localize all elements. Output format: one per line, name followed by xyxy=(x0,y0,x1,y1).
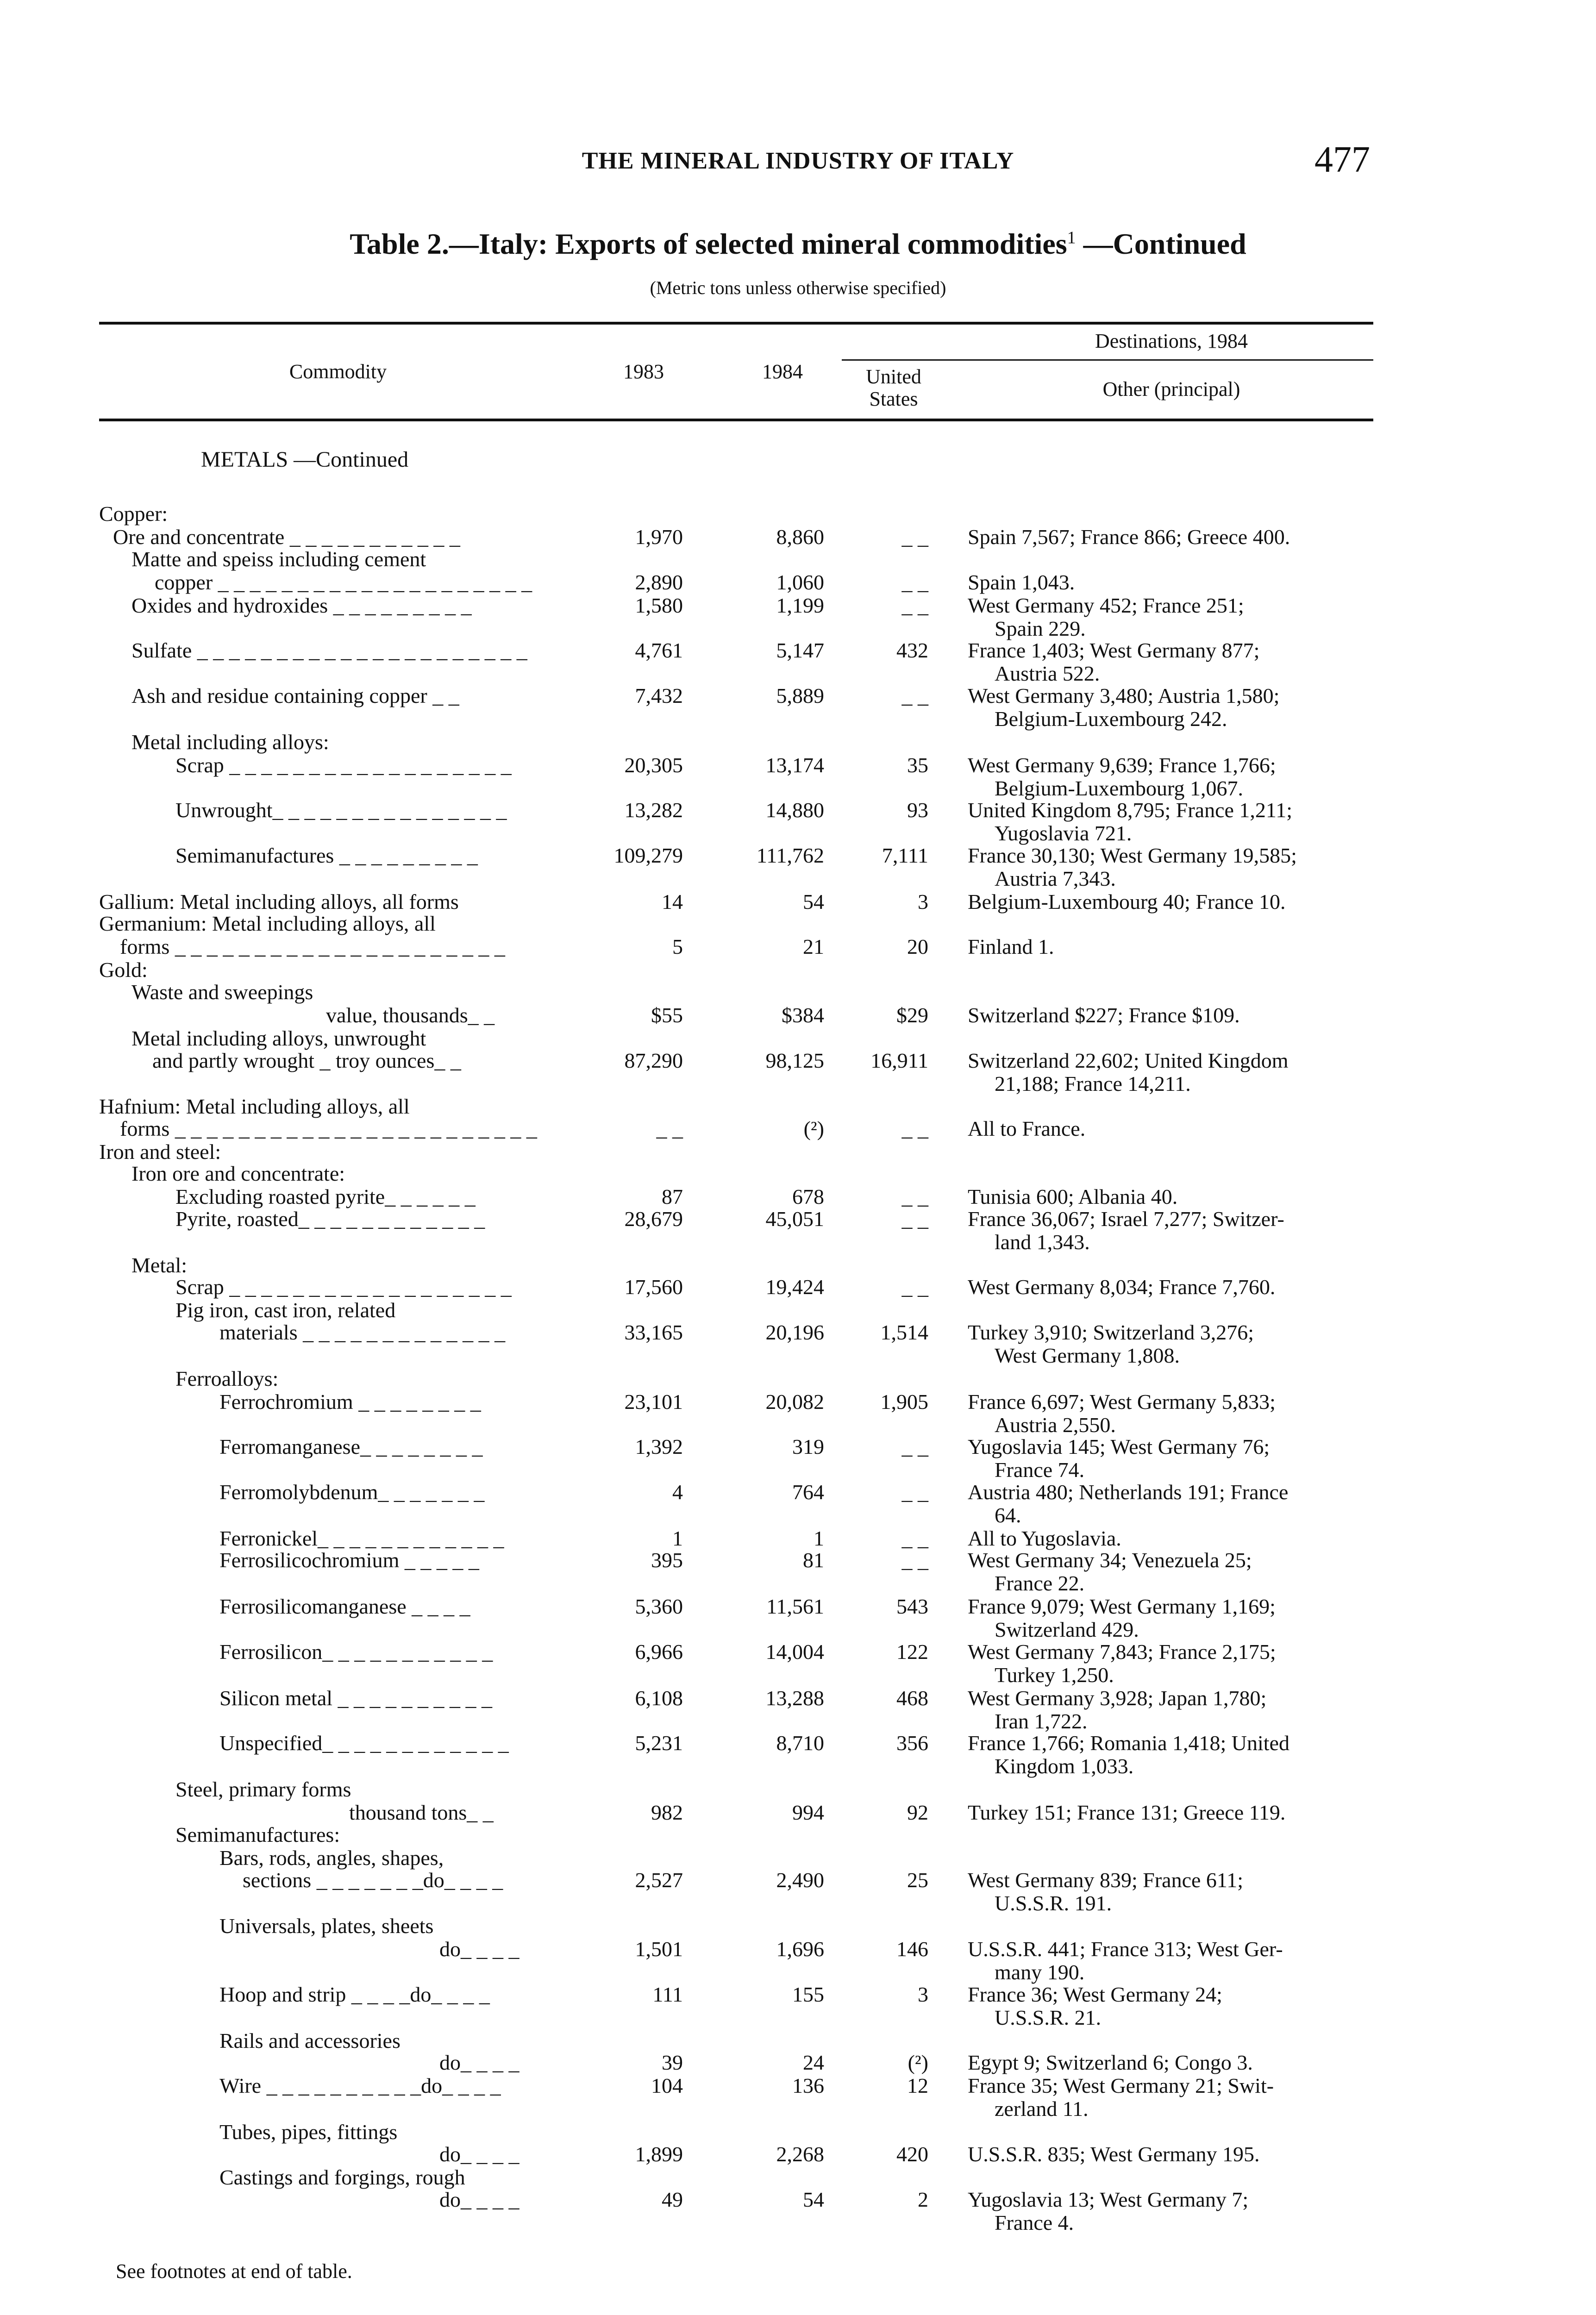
value-united-states: (²) xyxy=(908,2051,928,2074)
other-destinations-line: land 1,343. xyxy=(995,1230,1090,1254)
other-destinations-line: Austria 522. xyxy=(995,662,1100,685)
commodity-cell: Unwrought_ _ _ _ _ _ _ _ _ _ _ _ _ _ _ xyxy=(175,798,507,822)
other-destinations-line: Switzerland 22,602; United Kingdom xyxy=(968,1049,1289,1072)
header-us-line1: United xyxy=(866,365,921,388)
value-1984: 994 xyxy=(792,1801,824,1824)
other-destinations xyxy=(968,2143,1375,2166)
value-1984: 21 xyxy=(803,935,824,958)
value-1984: 5,889 xyxy=(776,684,824,707)
value-1984: 98,125 xyxy=(765,1049,824,1072)
value-1984: 19,424 xyxy=(765,1275,824,1299)
commodity-cell: Ferrosilicon_ _ _ _ _ _ _ _ _ _ _ xyxy=(219,1640,493,1664)
other-destinations-line: France 35; West Germany 21; Swit- xyxy=(968,2074,1274,2097)
other-destinations xyxy=(968,2074,1375,2121)
other-destinations-line: many 190. xyxy=(995,1960,1085,1984)
value-1983: 28,679 xyxy=(624,1207,683,1231)
other-destinations-line: 21,188; France 14,211. xyxy=(995,1072,1191,1095)
value-1984: 1 xyxy=(814,1527,824,1550)
value-1983: 4,761 xyxy=(635,638,683,662)
value-united-states: 93 xyxy=(907,798,928,822)
other-destinations-line: France 36,067; Israel 7,277; Switzer- xyxy=(968,1207,1284,1231)
commodity-cell: Copper: xyxy=(99,502,168,526)
other-destinations xyxy=(968,935,1375,958)
commodity-cell: Oxides and hydroxides _ _ _ _ _ _ _ _ _ xyxy=(131,594,472,617)
value-united-states: 122 xyxy=(896,1640,928,1664)
value-1983: 1,970 xyxy=(635,525,683,549)
value-1984: 111,762 xyxy=(756,844,824,867)
commodity-cell: Ferromolybdenum_ _ _ _ _ _ _ xyxy=(219,1480,485,1504)
other-destinations-line: West Germany 9,639; France 1,766; xyxy=(968,753,1276,777)
other-destinations-line: Spain 7,567; France 866; Greece 400. xyxy=(968,525,1290,549)
commodity-cell: Pyrite, roasted_ _ _ _ _ _ _ _ _ _ _ _ xyxy=(175,1207,485,1231)
other-destinations-line: France 1,766; Romania 1,418; United xyxy=(968,1731,1289,1755)
other-destinations-line: Austria 7,343. xyxy=(995,867,1116,890)
value-united-states: 3 xyxy=(918,1983,928,2006)
header-1984: 1984 xyxy=(762,360,803,383)
other-destinations-line: France 1,403; West Germany 877; xyxy=(968,638,1260,662)
commodity-cell: Steel, primary forms xyxy=(175,1777,351,1801)
value-united-states: 20 xyxy=(907,935,928,958)
other-destinations xyxy=(968,526,1375,549)
value-united-states: _ _ xyxy=(901,684,928,707)
commodity-cell: and partly wrought _ troy ounces_ _ xyxy=(152,1049,461,1072)
commodity-cell: Ferroalloys: xyxy=(175,1367,279,1390)
other-destinations xyxy=(968,1527,1375,1550)
value-1984: 14,004 xyxy=(765,1640,824,1664)
other-destinations xyxy=(968,571,1375,594)
value-1984: 764 xyxy=(792,1480,824,1504)
header-1983: 1983 xyxy=(623,360,664,383)
value-1983: $55 xyxy=(651,1003,683,1027)
table-title-main: Table 2.—Italy: Exports of selected mineral commodities xyxy=(350,227,1067,260)
value-1983: 6,108 xyxy=(635,1686,683,1710)
other-destinations xyxy=(968,890,1375,913)
other-destinations-line: France 30,130; West Germany 19,585; xyxy=(968,844,1297,867)
commodity-cell: Ferrochromium _ _ _ _ _ _ _ _ xyxy=(219,1390,481,1414)
value-1983: 104 xyxy=(651,2074,683,2097)
header-us-line2: States xyxy=(869,388,918,410)
other-destinations-line: West Germany 3,480; Austria 1,580; xyxy=(968,684,1280,707)
other-destinations xyxy=(968,1640,1375,1687)
other-destinations-line: Yugoslavia 145; West Germany 76; xyxy=(968,1435,1270,1458)
commodity-cell: Pig iron, cast iron, related xyxy=(175,1298,396,1322)
other-destinations xyxy=(968,1185,1375,1208)
other-destinations-line: Switzerland 429. xyxy=(995,1618,1139,1641)
value-united-states: _ _ xyxy=(901,1207,928,1231)
other-destinations-line: Austria 480; Netherlands 191; France xyxy=(968,1480,1289,1504)
other-destinations-line: United Kingdom 8,795; France 1,211; xyxy=(968,798,1292,822)
value-1984: 1,199 xyxy=(776,594,824,617)
value-united-states: 543 xyxy=(896,1595,928,1618)
other-destinations xyxy=(968,2051,1375,2074)
value-united-states: 7,111 xyxy=(882,844,928,867)
value-1984: 13,174 xyxy=(765,753,824,777)
value-united-states: 146 xyxy=(896,1937,928,1961)
value-united-states: _ _ xyxy=(901,1275,928,1299)
other-destinations-line: France 4. xyxy=(995,2211,1074,2234)
value-1984: 54 xyxy=(803,2188,824,2211)
value-1984: 678 xyxy=(792,1185,824,1208)
commodity-cell: do_ _ _ _ xyxy=(439,2188,519,2211)
value-1983: 1 xyxy=(672,1527,683,1550)
commodity-cell: thousand tons_ _ xyxy=(349,1801,494,1824)
value-1984: 5,147 xyxy=(776,638,824,662)
header-destinations: Destinations, 1984 xyxy=(1095,330,1248,352)
commodity-cell: Castings and forgings, rough xyxy=(219,2165,465,2189)
value-united-states: 356 xyxy=(896,1731,928,1755)
other-destinations-line: Belgium-Luxembourg 1,067. xyxy=(995,776,1244,800)
other-destinations-line: All to Yugoslavia. xyxy=(968,1527,1121,1550)
other-destinations xyxy=(968,1687,1375,1733)
value-1983: 39 xyxy=(662,2051,683,2074)
other-destinations-line: West Germany 452; France 251; xyxy=(968,594,1244,617)
commodity-cell: Metal: xyxy=(131,1253,188,1277)
value-united-states: 432 xyxy=(896,638,928,662)
other-destinations-line: France 74. xyxy=(995,1458,1085,1482)
page-number: 477 xyxy=(1314,139,1370,180)
commodity-cell: Ferronickel_ _ _ _ _ _ _ _ _ _ _ _ xyxy=(219,1527,504,1550)
commodity-cell: Universals, plates, sheets xyxy=(219,1914,434,1938)
value-1984: 81 xyxy=(803,1548,824,1572)
value-united-states: _ _ xyxy=(901,525,928,549)
other-destinations-line: zerland 11. xyxy=(995,2097,1089,2121)
value-1983: 111 xyxy=(652,1983,683,2006)
value-1983: 4 xyxy=(672,1480,683,1504)
other-destinations xyxy=(968,1321,1375,1367)
other-destinations-line: Spain 1,043. xyxy=(968,570,1075,594)
value-1984: 2,490 xyxy=(776,1868,824,1892)
other-destinations xyxy=(968,1004,1375,1027)
other-destinations-line: West Germany 7,843; France 2,175; xyxy=(968,1640,1276,1664)
other-destinations xyxy=(968,1801,1375,1824)
commodity-cell: value, thousands_ _ xyxy=(326,1003,495,1027)
section-label: METALS —Continued xyxy=(201,447,409,472)
other-destinations-line: Turkey 1,250. xyxy=(995,1663,1114,1687)
value-1984: 8,860 xyxy=(776,525,824,549)
value-1983: 5,231 xyxy=(635,1731,683,1755)
commodity-cell: Ash and residue containing copper _ _ xyxy=(131,684,459,707)
other-destinations xyxy=(968,594,1375,640)
commodity-cell: Iron and steel: xyxy=(99,1140,221,1164)
commodity-cell: Matte and speiss including cement xyxy=(131,547,426,571)
other-destinations xyxy=(968,1983,1375,2029)
value-1984: 155 xyxy=(792,1983,824,2006)
other-destinations-line: Turkey 151; France 131; Greece 119. xyxy=(968,1801,1286,1824)
value-1983: 1,501 xyxy=(635,1937,683,1961)
other-destinations xyxy=(968,1276,1375,1299)
commodity-cell: Ferrosilicomanganese _ _ _ _ xyxy=(219,1595,470,1618)
value-united-states: 3 xyxy=(918,890,928,913)
other-destinations-line: France 36; West Germany 24; xyxy=(968,1983,1222,2006)
other-destinations xyxy=(968,1869,1375,1915)
other-destinations-line: U.S.S.R. 191. xyxy=(995,1891,1112,1915)
other-destinations xyxy=(968,754,1375,800)
other-destinations xyxy=(968,1049,1375,1095)
other-destinations-line: West Germany 3,928; Japan 1,780; xyxy=(968,1686,1267,1710)
value-1984: 14,880 xyxy=(765,798,824,822)
other-destinations xyxy=(968,1435,1375,1482)
commodity-cell: Ferrosilicochromium _ _ _ _ _ xyxy=(219,1548,479,1572)
value-1984: 2,268 xyxy=(776,2142,824,2166)
other-destinations xyxy=(968,1117,1375,1140)
value-1984: 45,051 xyxy=(765,1207,824,1231)
other-destinations-line: U.S.S.R. 835; West Germany 195. xyxy=(968,2142,1260,2166)
value-united-states: _ _ xyxy=(901,1185,928,1208)
commodity-cell: do_ _ _ _ xyxy=(439,2142,519,2166)
commodity-cell: Wire _ _ _ _ _ _ _ _ _ _do_ _ _ _ xyxy=(219,2074,501,2097)
value-1983: 6,966 xyxy=(635,1640,683,1664)
value-united-states: 1,905 xyxy=(880,1390,928,1414)
other-destinations-line: Belgium-Luxembourg 242. xyxy=(995,707,1227,731)
value-united-states: _ _ xyxy=(901,1435,928,1458)
other-destinations-line: U.S.S.R. 441; France 313; West Ger- xyxy=(968,1937,1283,1961)
running-head: THE MINERAL INDUSTRY OF ITALY xyxy=(582,148,1014,174)
other-destinations xyxy=(968,1208,1375,1254)
other-destinations-line: Kingdom 1,033. xyxy=(995,1754,1134,1778)
other-destinations xyxy=(968,1390,1375,1437)
other-destinations xyxy=(968,799,1375,845)
other-destinations-line: France 9,079; West Germany 1,169; xyxy=(968,1595,1276,1618)
commodity-cell: Germanium: Metal including alloys, all xyxy=(99,912,436,935)
value-1984: 1,060 xyxy=(776,570,824,594)
other-destinations-line: Finland 1. xyxy=(968,935,1054,958)
value-1984: 8,710 xyxy=(776,1731,824,1755)
value-1983: 13,282 xyxy=(624,798,683,822)
other-destinations-line: 64. xyxy=(995,1503,1021,1527)
commodity-cell: Gold: xyxy=(99,958,148,982)
commodity-cell: forms _ _ _ _ _ _ _ _ _ _ _ _ _ _ _ _ _ _ _ _ _ _ _ xyxy=(120,1117,537,1140)
value-1983: 87,290 xyxy=(624,1049,683,1072)
other-destinations xyxy=(968,1481,1375,1527)
other-destinations xyxy=(968,2188,1375,2234)
value-1983: 1,899 xyxy=(635,2142,683,2166)
value-1983: 49 xyxy=(662,2188,683,2211)
other-destinations xyxy=(968,1732,1375,1778)
commodity-cell: Scrap _ _ _ _ _ _ _ _ _ _ _ _ _ _ _ _ _ _ xyxy=(175,1275,512,1299)
commodity-cell: Ore and concentrate _ _ _ _ _ _ _ _ _ _ _ xyxy=(113,525,460,549)
commodity-cell: Metal including alloys, unwrought xyxy=(131,1026,426,1050)
value-1983: 33,165 xyxy=(624,1320,683,1344)
other-destinations xyxy=(968,1938,1375,1984)
value-united-states: 420 xyxy=(896,2142,928,2166)
value-1984: 319 xyxy=(792,1435,824,1458)
value-1984: 13,288 xyxy=(765,1686,824,1710)
commodity-cell: forms _ _ _ _ _ _ _ _ _ _ _ _ _ _ _ _ _ _ _ _ _ xyxy=(120,935,505,958)
commodity-cell: Silicon metal _ _ _ _ _ _ _ _ _ _ xyxy=(219,1686,493,1710)
value-1984: 24 xyxy=(803,2051,824,2074)
table-subtitle: (Metric tons unless otherwise specified) xyxy=(650,277,946,298)
value-1984: 136 xyxy=(792,2074,824,2097)
other-destinations xyxy=(968,1549,1375,1595)
other-destinations-line: Yugoslavia 721. xyxy=(995,821,1132,845)
value-united-states: 25 xyxy=(907,1868,928,1892)
value-1984: 20,196 xyxy=(765,1320,824,1344)
value-1983: 2,890 xyxy=(635,570,683,594)
commodity-cell: Semimanufactures: xyxy=(175,1823,340,1846)
commodity-cell: Hoop and strip _ _ _ _do_ _ _ _ xyxy=(219,1983,490,2006)
value-1983: 395 xyxy=(651,1548,683,1572)
value-1984: 1,696 xyxy=(776,1937,824,1961)
table-title-suffix: —Continued xyxy=(1076,227,1246,260)
commodity-cell: sections _ _ _ _ _ _ _do_ _ _ _ xyxy=(243,1868,503,1892)
value-1983: 14 xyxy=(662,890,683,913)
value-united-states: 2 xyxy=(918,2188,928,2211)
value-1983: 1,392 xyxy=(635,1435,683,1458)
commodity-cell: Metal including alloys: xyxy=(131,730,329,754)
value-united-states: 468 xyxy=(896,1686,928,1710)
commodity-cell: Sulfate _ _ _ _ _ _ _ _ _ _ _ _ _ _ _ _ _ _ _ _ _ xyxy=(131,638,527,662)
commodity-cell: Unspecified_ _ _ _ _ _ _ _ _ _ _ _ xyxy=(219,1731,509,1755)
commodity-cell: do_ _ _ _ xyxy=(439,1937,519,1961)
value-1983: 1,580 xyxy=(635,594,683,617)
other-destinations-line: Yugoslavia 13; West Germany 7; xyxy=(968,2188,1249,2211)
value-united-states: _ _ xyxy=(901,1548,928,1572)
value-1984: 11,561 xyxy=(766,1595,824,1618)
value-united-states: _ _ xyxy=(901,570,928,594)
value-1983: 2,527 xyxy=(635,1868,683,1892)
value-1984: (²) xyxy=(803,1117,824,1140)
value-1983: 23,101 xyxy=(624,1390,683,1414)
value-united-states: $29 xyxy=(896,1003,928,1027)
value-united-states: 1,514 xyxy=(880,1320,928,1344)
commodity-cell: Iron ore and concentrate: xyxy=(131,1162,345,1185)
value-1983: 5 xyxy=(672,935,683,958)
value-united-states: _ _ xyxy=(901,594,928,617)
commodity-cell: Scrap _ _ _ _ _ _ _ _ _ _ _ _ _ _ _ _ _ _ xyxy=(175,753,512,777)
commodity-cell: Tubes, pipes, fittings xyxy=(219,2120,398,2144)
commodity-cell: Semimanufactures _ _ _ _ _ _ _ _ _ xyxy=(175,844,478,867)
other-destinations xyxy=(968,1595,1375,1641)
other-destinations-line: France 6,697; West Germany 5,833; xyxy=(968,1390,1276,1414)
other-destinations-line: Austria 2,550. xyxy=(995,1413,1116,1437)
other-destinations-line: Switzerland $227; France $109. xyxy=(968,1003,1240,1027)
value-1983: 7,432 xyxy=(635,684,683,707)
value-united-states: 92 xyxy=(907,1801,928,1824)
value-1983: 982 xyxy=(651,1801,683,1824)
value-1983: _ _ xyxy=(656,1117,683,1140)
value-1983: 20,305 xyxy=(624,753,683,777)
other-destinations-line: Belgium-Luxembourg 40; France 10. xyxy=(968,890,1286,913)
header-commodity: Commodity xyxy=(289,360,387,383)
value-1984: $384 xyxy=(782,1003,824,1027)
value-united-states: _ _ xyxy=(901,1527,928,1550)
commodity-cell: Gallium: Metal including alloys, all forms xyxy=(99,890,459,913)
header-other-principal: Other (principal) xyxy=(1102,378,1240,400)
value-united-states: 35 xyxy=(907,753,928,777)
other-destinations-line: Tunisia 600; Albania 40. xyxy=(968,1185,1178,1208)
value-united-states: 12 xyxy=(907,2074,928,2097)
other-destinations-line: Spain 229. xyxy=(995,617,1086,640)
value-1983: 87 xyxy=(662,1185,683,1208)
commodity-cell: copper _ _ _ _ _ _ _ _ _ _ _ _ _ _ _ _ _ _ _ _ xyxy=(155,570,532,594)
other-destinations-line: West Germany 839; France 611; xyxy=(968,1868,1243,1892)
other-destinations-line: France 22. xyxy=(995,1571,1085,1595)
other-destinations-line: U.S.S.R. 21. xyxy=(995,2006,1102,2029)
other-destinations-line: Turkey 3,910; Switzerland 3,276; xyxy=(968,1320,1254,1344)
commodity-cell: Rails and accessories xyxy=(219,2029,401,2052)
commodity-cell: do_ _ _ _ xyxy=(439,2051,519,2074)
other-destinations xyxy=(968,639,1375,685)
other-destinations xyxy=(968,684,1375,731)
commodity-cell: Bars, rods, angles, shapes, xyxy=(219,1846,444,1870)
other-destinations-line: Iran 1,722. xyxy=(995,1709,1088,1733)
other-destinations-line: Egypt 9; Switzerland 6; Congo 3. xyxy=(968,2051,1253,2074)
other-destinations-line: West Germany 34; Venezuela 25; xyxy=(968,1548,1252,1572)
commodity-cell: materials _ _ _ _ _ _ _ _ _ _ _ _ _ xyxy=(219,1320,506,1344)
title-footnote-marker: 1 xyxy=(1067,228,1076,248)
value-united-states: _ _ xyxy=(901,1117,928,1140)
commodity-cell: Hafnium: Metal including alloys, all xyxy=(99,1095,410,1118)
footnote: See footnotes at end of table. xyxy=(116,2260,352,2283)
commodity-cell: Waste and sweepings xyxy=(131,980,313,1004)
value-1983: 109,279 xyxy=(613,844,683,867)
value-1984: 20,082 xyxy=(765,1390,824,1414)
other-destinations-line: All to France. xyxy=(968,1117,1086,1140)
commodity-cell: Excluding roasted pyrite_ _ _ _ _ _ xyxy=(175,1185,476,1208)
commodity-cell: Ferromanganese_ _ _ _ _ _ _ _ xyxy=(219,1435,483,1458)
value-united-states: 16,911 xyxy=(870,1049,928,1072)
value-1983: 5,360 xyxy=(635,1595,683,1618)
other-destinations xyxy=(968,844,1375,890)
value-united-states: _ _ xyxy=(901,1480,928,1504)
other-destinations-line: West Germany 8,034; France 7,760. xyxy=(968,1275,1276,1299)
value-1984: 54 xyxy=(803,890,824,913)
value-1983: 17,560 xyxy=(624,1275,683,1299)
other-destinations-line: West Germany 1,808. xyxy=(995,1344,1180,1367)
